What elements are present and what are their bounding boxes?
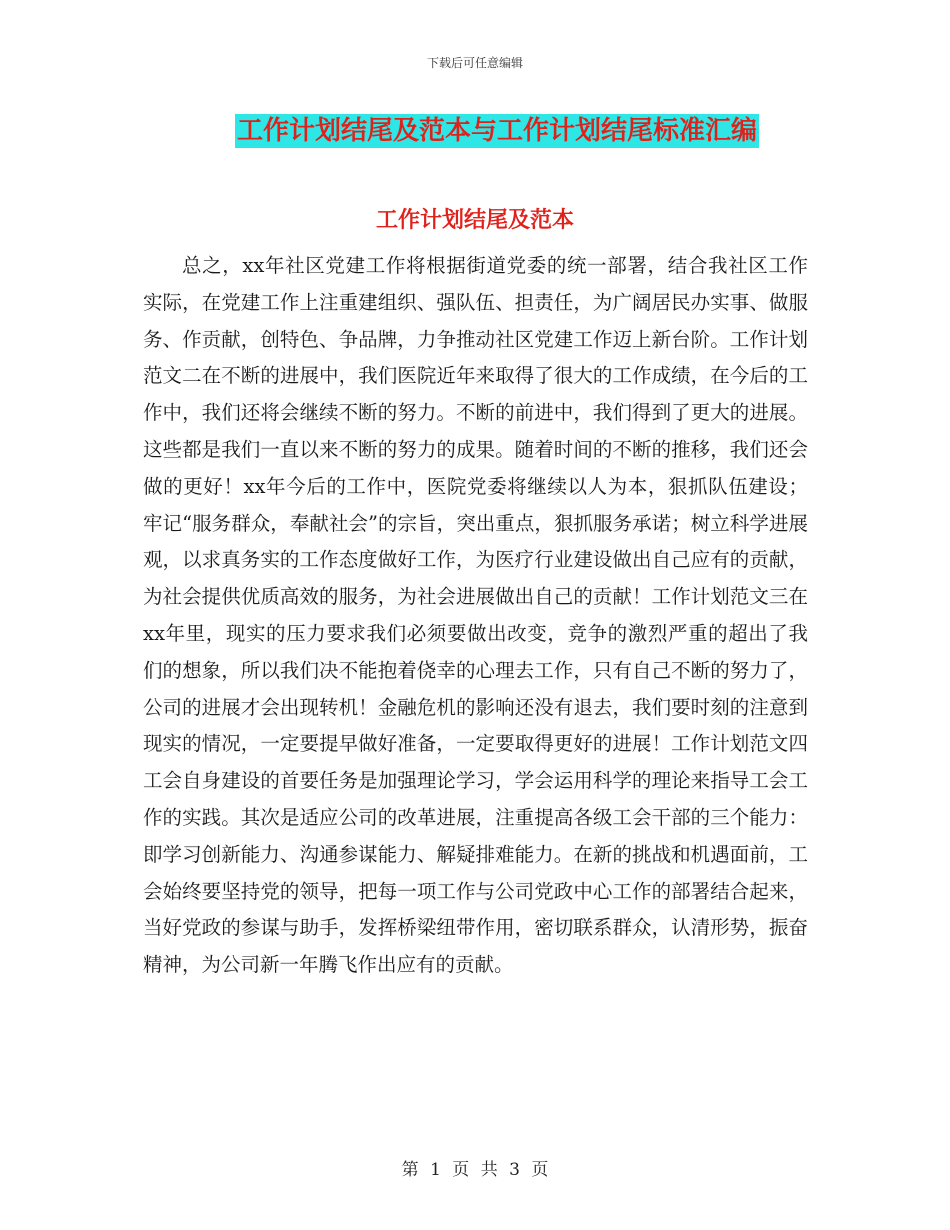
header-note: 下载后可任意编辑 [426, 56, 523, 70]
section-title: 工作计划结尾及范本 [375, 207, 574, 233]
main-title: 工作计划结尾及范本与工作计划结尾标准汇编 [236, 116, 757, 146]
page-footer: 第 1 页 共 3 页 [401, 1160, 549, 1180]
main-title-wrap [0, 114, 950, 148]
body-paragraph: 总之，xx年社区党建工作将根据街道党委的统一部署，结合我社区工作实际，在党建工作上注重建组织、强队伍、担责任，为广阔居民办实事、做服务、作贡献，创特色、争品牌，力争推动社区党建工作迈上新台阶。工作计划范文二在不断的进展中，我们医院近年来取得了很大的工作成绩，在今后的工作中，我们还将会继续不断的努力。不断的前进中，我们得到了更大的进展。这些都是我们一直以来不断的努力的成果。随着时间的不断的推移，我们还会做的更好！xx年今后的工作中，医院党委将继续以人为本，狠抓队伍建设；牢记“服务群众，奉献社会”的宗旨，突出重点，狠抓服务承诺；树立科学进展观，以求真务实的工作态度做好工作，为医疗行业建设做出自己应有的贡献，为社会提供优质高效的服务，为社会进展做出自己的贡献！工作计划范文三在xx年里，现实的压力要求我们必须要做出改变，竞争的激烈严重的超出了我们的想象，所以我们决不能抱着侥幸的心理去工作，只有自己不断的努力了，公司的进展才会出现转机！金融危机的影响还没有退去，我们要时刻的注意到现实的情况，一定要提早做好准备，一定要取得更好的进展！工作计划范文四工会自身建设的首要任务是加强理论学习，学会运用科学的理论来指导工会工作的实践。其次是适应公司的改革进展，注重提高各级工会干部的三个能力：即学习创新能力、沟通参谋能力、解疑排难能力。在新的挑战和机遇面前，工会始终要坚持党的领导，把每一项工作与公司党政中心工作的部署结合起来，当好党政的参谋与助手，发挥桥梁纽带作用，密切联系群众，认清形势，振奋精神，为公司新一年腾飞作出应有的贡献。 [143, 254, 808, 977]
